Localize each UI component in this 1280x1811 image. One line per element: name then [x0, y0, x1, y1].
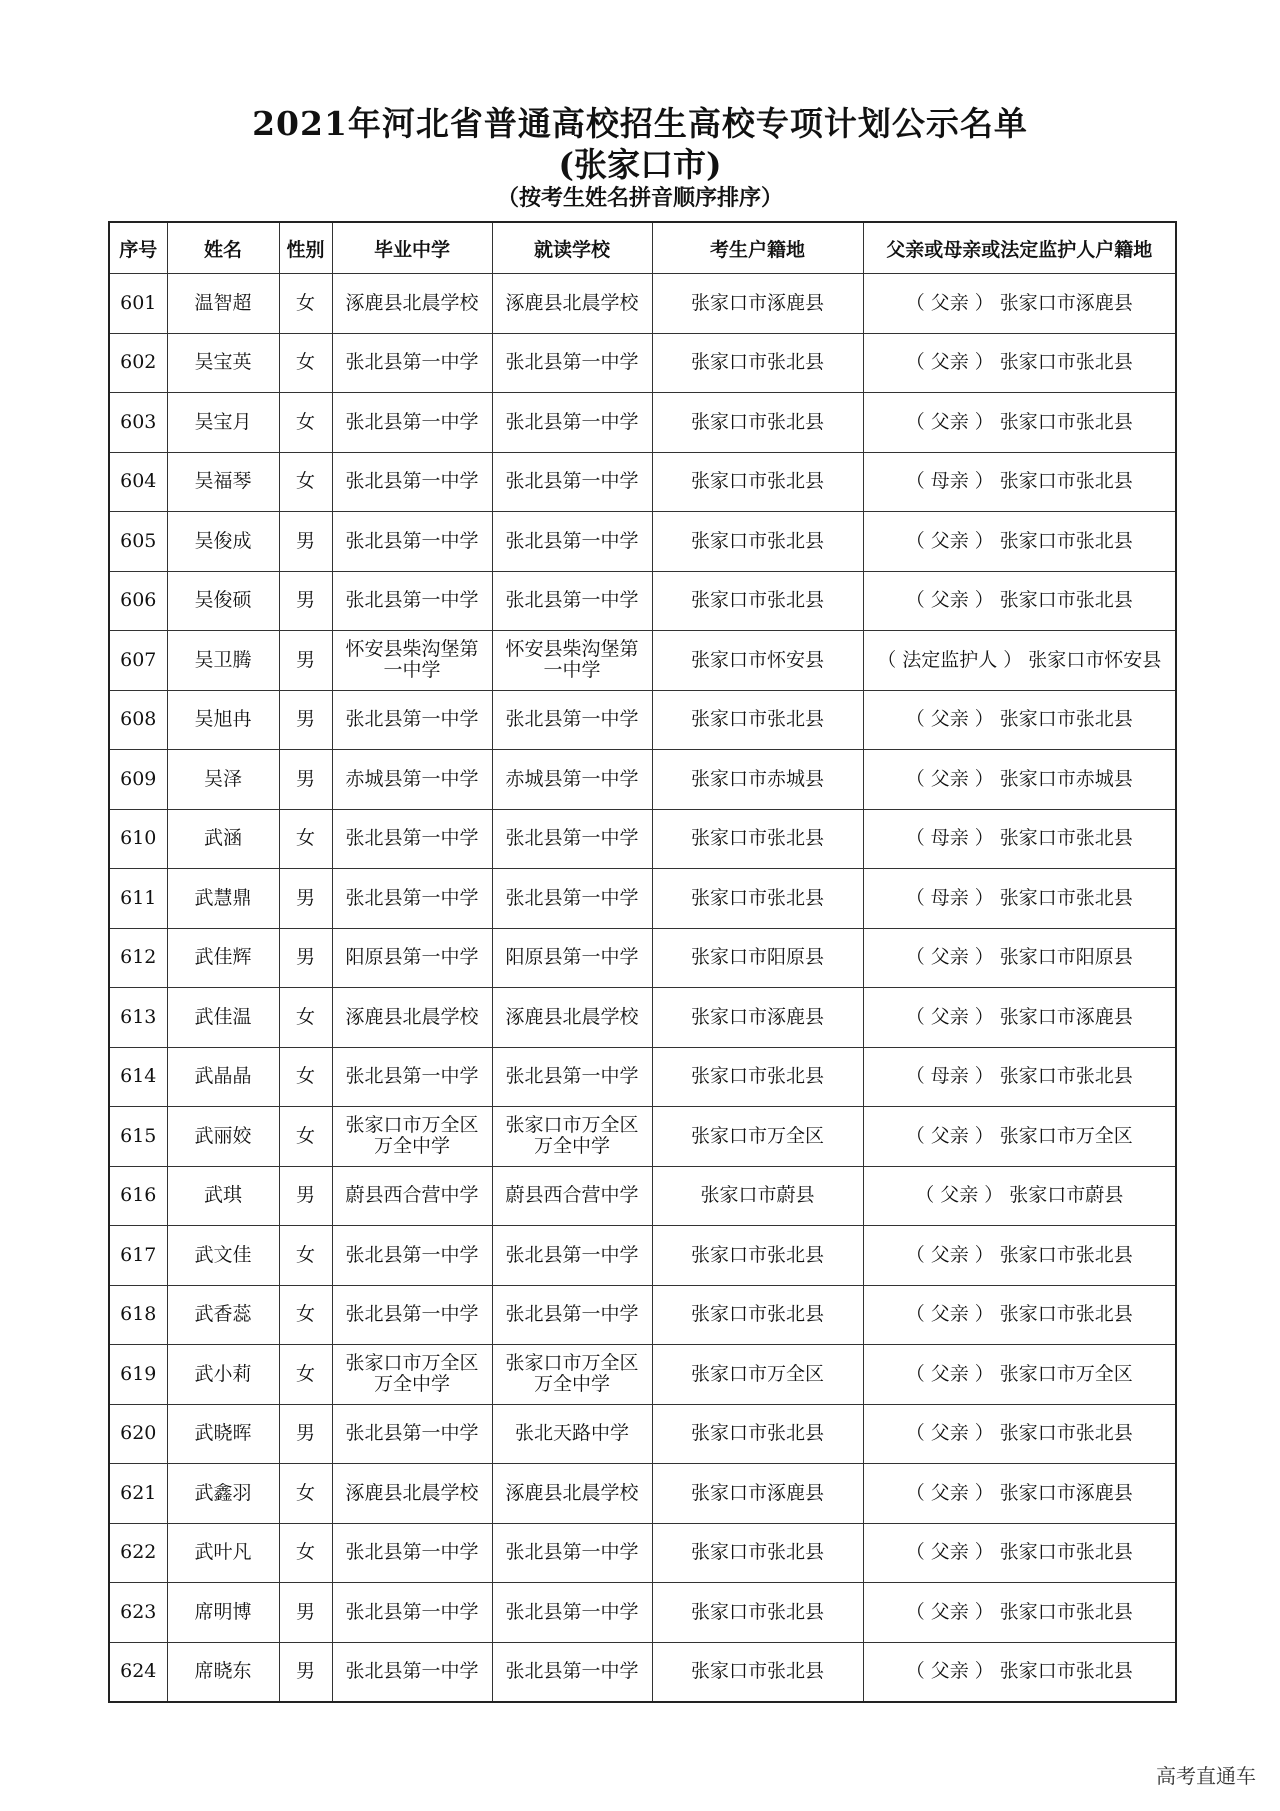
cell-study-school: 张家口市万全区万全中学	[492, 1345, 652, 1405]
cell-no: 603	[109, 393, 167, 453]
cell-hukou: 张家口市万全区	[652, 1107, 863, 1167]
cell-study-school: 张北县第一中学	[492, 571, 652, 631]
cell-guardian-hukou: （ 父亲 ） 张家口市张北县	[863, 1285, 1176, 1345]
cell-grad-school: 张北县第一中学	[332, 1047, 492, 1107]
roster-table	[108, 221, 1177, 1703]
table-row	[109, 1464, 1176, 1524]
cell-no: 624	[109, 1642, 167, 1702]
cell-grad-school: 张北县第一中学	[332, 1523, 492, 1583]
cell-guardian-hukou: （ 父亲 ） 张家口市张北县	[863, 1226, 1176, 1286]
table-row	[109, 571, 1176, 631]
cell-study-school: 张北县第一中学	[492, 1642, 652, 1702]
cell-no: 612	[109, 928, 167, 988]
cell-name: 武琪	[167, 1166, 279, 1226]
table-row	[109, 1642, 1176, 1702]
cell-name: 武叶凡	[167, 1523, 279, 1583]
cell-study-school: 涿鹿县北晨学校	[492, 274, 652, 334]
cell-study-school: 张北县第一中学	[492, 333, 652, 393]
table-row	[109, 1523, 1176, 1583]
cell-grad-school: 张北县第一中学	[332, 1285, 492, 1345]
cell-hukou: 张家口市张北县	[652, 1404, 863, 1464]
cell-no: 615	[109, 1107, 167, 1167]
cell-guardian-hukou: （ 法定监护人 ） 张家口市怀安县	[863, 631, 1176, 691]
cell-no: 611	[109, 869, 167, 929]
table-row	[109, 1345, 1176, 1405]
table-row	[109, 809, 1176, 869]
cell-no: 619	[109, 1345, 167, 1405]
cell-grad-school: 蔚县西合营中学	[332, 1166, 492, 1226]
cell-gender: 男	[279, 1642, 332, 1702]
cell-name: 武文佳	[167, 1226, 279, 1286]
cell-name: 吴宝英	[167, 333, 279, 393]
table-row	[109, 1047, 1176, 1107]
table-row	[109, 631, 1176, 691]
cell-hukou: 张家口市张北县	[652, 393, 863, 453]
cell-hukou: 张家口市张北县	[652, 1523, 863, 1583]
table-row	[109, 1166, 1176, 1226]
cell-guardian-hukou: （ 母亲 ） 张家口市张北县	[863, 1047, 1176, 1107]
cell-hukou: 张家口市万全区	[652, 1345, 863, 1405]
cell-hukou: 张家口市张北县	[652, 571, 863, 631]
cell-grad-school: 张北县第一中学	[332, 333, 492, 393]
cell-guardian-hukou: （ 父亲 ） 张家口市涿鹿县	[863, 274, 1176, 334]
cell-gender: 男	[279, 869, 332, 929]
cell-no: 606	[109, 571, 167, 631]
cell-guardian-hukou: （ 父亲 ） 张家口市张北县	[863, 1404, 1176, 1464]
table-row	[109, 1226, 1176, 1286]
cell-guardian-hukou: （ 父亲 ） 张家口市涿鹿县	[863, 1464, 1176, 1524]
column-header-gender: 性别	[279, 222, 332, 274]
table-row	[109, 452, 1176, 512]
table-header-row	[109, 222, 1176, 274]
cell-no: 605	[109, 512, 167, 572]
column-header-grad-school: 毕业中学	[332, 222, 492, 274]
page-subtitle: (张家口市)	[558, 145, 722, 184]
cell-gender: 男	[279, 928, 332, 988]
cell-gender: 女	[279, 393, 332, 453]
cell-hukou: 张家口市阳原县	[652, 928, 863, 988]
cell-study-school: 张北县第一中学	[492, 393, 652, 453]
cell-gender: 女	[279, 1285, 332, 1345]
cell-gender: 女	[279, 1047, 332, 1107]
cell-name: 武香蕊	[167, 1285, 279, 1345]
roster-body	[109, 274, 1176, 1703]
cell-study-school: 张北县第一中学	[492, 809, 652, 869]
table-row	[109, 869, 1176, 929]
cell-guardian-hukou: （ 父亲 ） 张家口市万全区	[863, 1107, 1176, 1167]
cell-name: 席晓东	[167, 1642, 279, 1702]
cell-grad-school: 赤城县第一中学	[332, 750, 492, 810]
cell-study-school: 张北县第一中学	[492, 452, 652, 512]
table-row	[109, 690, 1176, 750]
cell-name: 武涵	[167, 809, 279, 869]
cell-gender: 男	[279, 571, 332, 631]
cell-guardian-hukou: （ 父亲 ） 张家口市张北县	[863, 1523, 1176, 1583]
cell-hukou: 张家口市张北县	[652, 1226, 863, 1286]
cell-study-school: 涿鹿县北晨学校	[492, 988, 652, 1048]
cell-hukou: 张家口市涿鹿县	[652, 1464, 863, 1524]
cell-gender: 女	[279, 988, 332, 1048]
cell-no: 610	[109, 809, 167, 869]
cell-name: 武小莉	[167, 1345, 279, 1405]
cell-study-school: 张北天路中学	[492, 1404, 652, 1464]
cell-grad-school: 张北县第一中学	[332, 869, 492, 929]
cell-name: 吴卫腾	[167, 631, 279, 691]
cell-gender: 男	[279, 1583, 332, 1643]
cell-no: 604	[109, 452, 167, 512]
cell-name: 吴俊成	[167, 512, 279, 572]
table-row	[109, 1285, 1176, 1345]
cell-study-school: 赤城县第一中学	[492, 750, 652, 810]
column-header-no: 序号	[109, 222, 167, 274]
cell-hukou: 张家口市张北县	[652, 333, 863, 393]
cell-study-school: 张北县第一中学	[492, 1583, 652, 1643]
cell-hukou: 张家口市张北县	[652, 1285, 863, 1345]
cell-gender: 男	[279, 750, 332, 810]
cell-grad-school: 张北县第一中学	[332, 690, 492, 750]
cell-hukou: 张家口市蔚县	[652, 1166, 863, 1226]
table-row	[109, 1583, 1176, 1643]
cell-no: 602	[109, 333, 167, 393]
cell-grad-school: 涿鹿县北晨学校	[332, 988, 492, 1048]
cell-study-school: 张家口市万全区万全中学	[492, 1107, 652, 1167]
cell-hukou: 张家口市张北县	[652, 1047, 863, 1107]
cell-no: 623	[109, 1583, 167, 1643]
cell-no: 617	[109, 1226, 167, 1286]
cell-grad-school: 张北县第一中学	[332, 809, 492, 869]
cell-name: 吴福琴	[167, 452, 279, 512]
cell-hukou: 张家口市张北县	[652, 452, 863, 512]
cell-hukou: 张家口市张北县	[652, 1642, 863, 1702]
cell-guardian-hukou: （ 父亲 ） 张家口市阳原县	[863, 928, 1176, 988]
cell-no: 607	[109, 631, 167, 691]
cell-name: 席明博	[167, 1583, 279, 1643]
cell-no: 620	[109, 1404, 167, 1464]
cell-name: 武慧鼎	[167, 869, 279, 929]
cell-guardian-hukou: （ 母亲 ） 张家口市张北县	[863, 452, 1176, 512]
cell-grad-school: 张北县第一中学	[332, 452, 492, 512]
cell-name: 武晶晶	[167, 1047, 279, 1107]
column-header-study-school: 就读学校	[492, 222, 652, 274]
page-title: 2021年河北省普通高校招生高校专项计划公示名单	[252, 104, 1028, 143]
cell-guardian-hukou: （ 父亲 ） 张家口市张北县	[863, 393, 1176, 453]
cell-name: 武丽姣	[167, 1107, 279, 1167]
cell-gender: 女	[279, 452, 332, 512]
cell-grad-school: 张北县第一中学	[332, 1404, 492, 1464]
cell-name: 武佳温	[167, 988, 279, 1048]
cell-grad-school: 怀安县柴沟堡第一中学	[332, 631, 492, 691]
cell-guardian-hukou: （ 父亲 ） 张家口市赤城县	[863, 750, 1176, 810]
cell-grad-school: 张北县第一中学	[332, 1583, 492, 1643]
cell-guardian-hukou: （ 父亲 ） 张家口市张北县	[863, 571, 1176, 631]
cell-gender: 男	[279, 1166, 332, 1226]
cell-gender: 女	[279, 1107, 332, 1167]
cell-hukou: 张家口市怀安县	[652, 631, 863, 691]
cell-gender: 女	[279, 333, 332, 393]
cell-name: 吴旭冉	[167, 690, 279, 750]
cell-grad-school: 张家口市万全区万全中学	[332, 1345, 492, 1405]
cell-grad-school: 张北县第一中学	[332, 571, 492, 631]
table-row	[109, 333, 1176, 393]
cell-gender: 男	[279, 631, 332, 691]
table-row	[109, 750, 1176, 810]
cell-gender: 女	[279, 1464, 332, 1524]
cell-no: 609	[109, 750, 167, 810]
cell-guardian-hukou: （ 父亲 ） 张家口市张北县	[863, 512, 1176, 572]
cell-no: 601	[109, 274, 167, 334]
cell-name: 吴俊硕	[167, 571, 279, 631]
column-header-name: 姓名	[167, 222, 279, 274]
table-row	[109, 274, 1176, 334]
cell-gender: 女	[279, 1226, 332, 1286]
cell-study-school: 张北县第一中学	[492, 512, 652, 572]
cell-hukou: 张家口市张北县	[652, 512, 863, 572]
cell-guardian-hukou: （ 父亲 ） 张家口市张北县	[863, 690, 1176, 750]
cell-no: 614	[109, 1047, 167, 1107]
cell-hukou: 张家口市涿鹿县	[652, 988, 863, 1048]
cell-grad-school: 涿鹿县北晨学校	[332, 1464, 492, 1524]
cell-name: 吴泽	[167, 750, 279, 810]
cell-guardian-hukou: （ 母亲 ） 张家口市张北县	[863, 869, 1176, 929]
cell-guardian-hukou: （ 父亲 ） 张家口市张北县	[863, 1642, 1176, 1702]
cell-guardian-hukou: （ 父亲 ） 张家口市万全区	[863, 1345, 1176, 1405]
cell-study-school: 张北县第一中学	[492, 690, 652, 750]
cell-no: 608	[109, 690, 167, 750]
cell-guardian-hukou: （ 母亲 ） 张家口市张北县	[863, 809, 1176, 869]
cell-study-school: 阳原县第一中学	[492, 928, 652, 988]
table-row	[109, 512, 1176, 572]
cell-grad-school: 张北县第一中学	[332, 512, 492, 572]
cell-gender: 男	[279, 690, 332, 750]
cell-gender: 男	[279, 1404, 332, 1464]
cell-hukou: 张家口市张北县	[652, 1583, 863, 1643]
cell-grad-school: 张家口市万全区万全中学	[332, 1107, 492, 1167]
cell-name: 温智超	[167, 274, 279, 334]
cell-study-school: 张北县第一中学	[492, 1226, 652, 1286]
cell-hukou: 张家口市涿鹿县	[652, 274, 863, 334]
cell-study-school: 涿鹿县北晨学校	[492, 1464, 652, 1524]
cell-guardian-hukou: （ 父亲 ） 张家口市涿鹿县	[863, 988, 1176, 1048]
table-row	[109, 393, 1176, 453]
cell-no: 616	[109, 1166, 167, 1226]
cell-no: 613	[109, 988, 167, 1048]
column-header-hukou: 考生户籍地	[652, 222, 863, 274]
cell-grad-school: 张北县第一中学	[332, 393, 492, 453]
table-row	[109, 1107, 1176, 1167]
cell-name: 武佳辉	[167, 928, 279, 988]
table-row	[109, 928, 1176, 988]
cell-study-school: 蔚县西合营中学	[492, 1166, 652, 1226]
cell-guardian-hukou: （ 父亲 ） 张家口市张北县	[863, 333, 1176, 393]
cell-study-school: 张北县第一中学	[492, 1047, 652, 1107]
cell-hukou: 张家口市张北县	[652, 869, 863, 929]
cell-hukou: 张家口市张北县	[652, 690, 863, 750]
cell-hukou: 张家口市张北县	[652, 809, 863, 869]
cell-grad-school: 张北县第一中学	[332, 1226, 492, 1286]
cell-gender: 女	[279, 1523, 332, 1583]
cell-gender: 女	[279, 274, 332, 334]
cell-no: 621	[109, 1464, 167, 1524]
cell-study-school: 怀安县柴沟堡第一中学	[492, 631, 652, 691]
cell-gender: 女	[279, 1345, 332, 1405]
cell-hukou: 张家口市赤城县	[652, 750, 863, 810]
column-header-guardian-hukou: 父亲或母亲或法定监护人户籍地	[863, 222, 1176, 274]
cell-name: 武晓晖	[167, 1404, 279, 1464]
sort-note: （按考生姓名拼音顺序排序）	[496, 185, 783, 211]
table-row	[109, 988, 1176, 1048]
watermark: 高考直通车	[1156, 1764, 1256, 1788]
cell-grad-school: 阳原县第一中学	[332, 928, 492, 988]
cell-guardian-hukou: （ 父亲 ） 张家口市蔚县	[863, 1166, 1176, 1226]
cell-guardian-hukou: （ 父亲 ） 张家口市张北县	[863, 1583, 1176, 1643]
cell-study-school: 张北县第一中学	[492, 1523, 652, 1583]
cell-no: 622	[109, 1523, 167, 1583]
cell-study-school: 张北县第一中学	[492, 869, 652, 929]
cell-gender: 男	[279, 512, 332, 572]
cell-name: 武鑫羽	[167, 1464, 279, 1524]
table-row	[109, 1404, 1176, 1464]
cell-no: 618	[109, 1285, 167, 1345]
cell-name: 吴宝月	[167, 393, 279, 453]
cell-study-school: 张北县第一中学	[492, 1285, 652, 1345]
cell-gender: 女	[279, 809, 332, 869]
cell-grad-school: 涿鹿县北晨学校	[332, 274, 492, 334]
cell-grad-school: 张北县第一中学	[332, 1642, 492, 1702]
